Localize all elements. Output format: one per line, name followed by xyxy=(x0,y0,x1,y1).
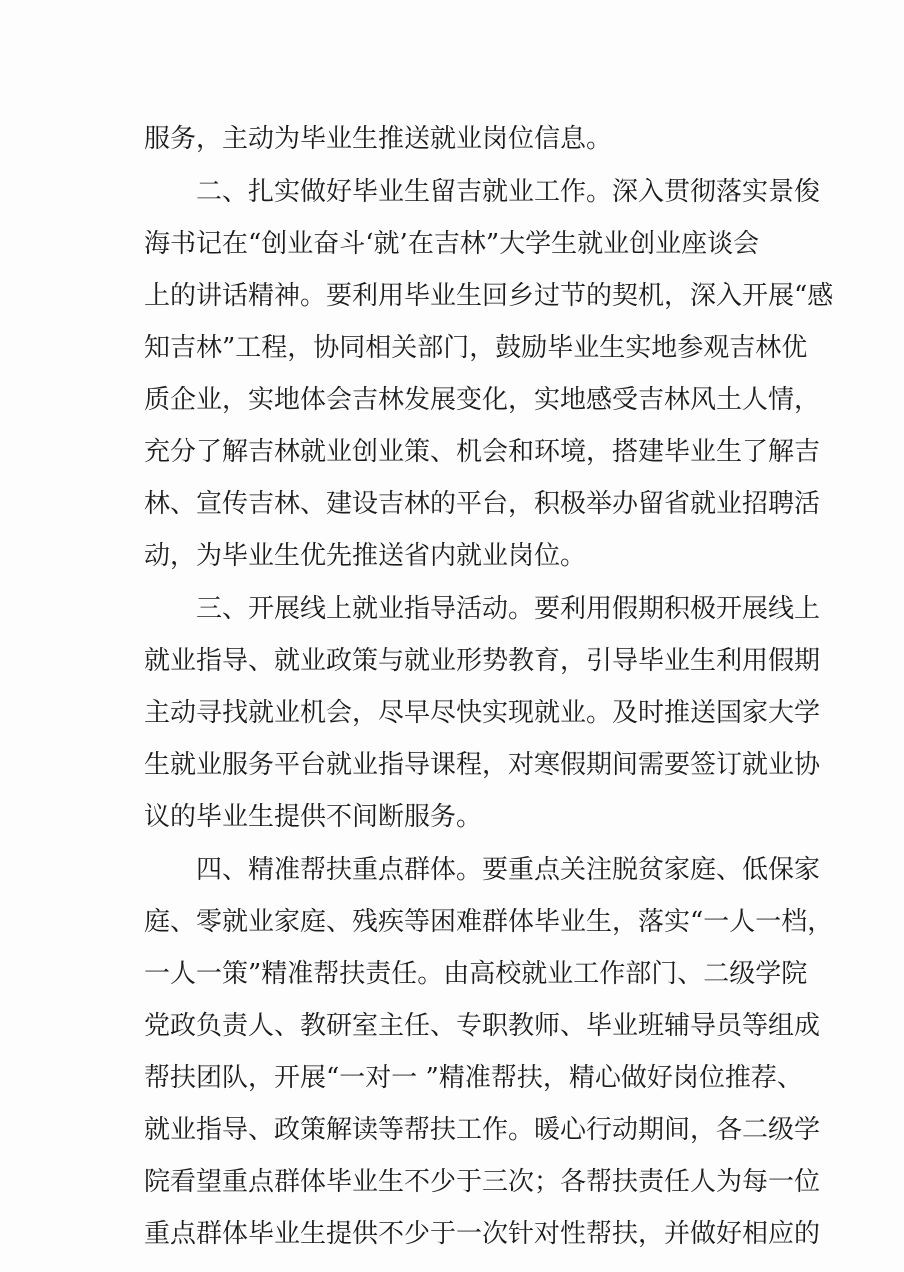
text-line: 林、宣传吉林、建设吉林的平台，积极举办留省就业招聘活 xyxy=(144,489,821,519)
text-line: 质企业，实地体会吉林发展变化，实地感受吉林风土人情， xyxy=(144,385,821,415)
text-line: 一人一策”精准帮扶责任。由高校就业工作部门、二级学院 xyxy=(144,959,808,989)
text-line: 就业指导、就业政策与就业形势教育，引导毕业生利用假期 xyxy=(144,646,821,676)
text-line: 就业指导、政策解读等帮扶工作。暖心行动期间，各二级学 xyxy=(144,1115,821,1145)
text-line: 党政负责人、教研室主任、专职教师、毕业班辅导员等组成 xyxy=(144,1011,821,1041)
text-line: 主动寻找就业机会，尽早尽快实现就业。及时推送国家大学 xyxy=(144,698,821,728)
text-line: 动，为毕业生优先推送省内就业岗位。 xyxy=(144,541,587,571)
text-line: 三、开展线上就业指导活动。要利用假期积极开展线上 xyxy=(196,594,821,624)
text-line: 庭、零就业家庭、残疾等困难群体毕业生，落实“一人一档， xyxy=(144,907,834,937)
text-line: 海书记在“创业奋斗‘就’在吉林”大学生就业创业座谈会 xyxy=(144,229,760,259)
text-line: 四、精准帮扶重点群体。要重点关注脱贫家庭、低保家 xyxy=(196,855,821,885)
text-line: 院看望重点群体毕业生不少于三次；各帮扶责任人为每一位 xyxy=(144,1167,821,1197)
text-line: 上的讲话精神。要利用毕业生回乡过节的契机，深入开展“感 xyxy=(144,281,834,311)
text-line: 生就业服务平台就业指导课程，对寒假期间需要签订就业协 xyxy=(144,750,821,780)
text-line: 服务，主动为毕业生推送就业岗位信息。 xyxy=(144,124,613,154)
text-line: 议的毕业生提供不间断服务。 xyxy=(144,802,483,832)
text-line: 知吉林”工程，协同相关部门，鼓励毕业生实地参观吉林优 xyxy=(144,333,808,363)
text-line: 充分了解吉林就业创业策、机会和环境，搭建毕业生了解吉 xyxy=(144,437,821,467)
text-line: 二、扎实做好毕业生留吉就业工作。深入贯彻落实景俊 xyxy=(196,177,821,207)
text-line: 重点群体毕业生提供不少于一次针对性帮扶，并做好相应的 xyxy=(144,1219,821,1249)
text-line: 帮扶团队，开展“一对一 ”精准帮扶，精心做好岗位推荐、 xyxy=(144,1063,803,1093)
